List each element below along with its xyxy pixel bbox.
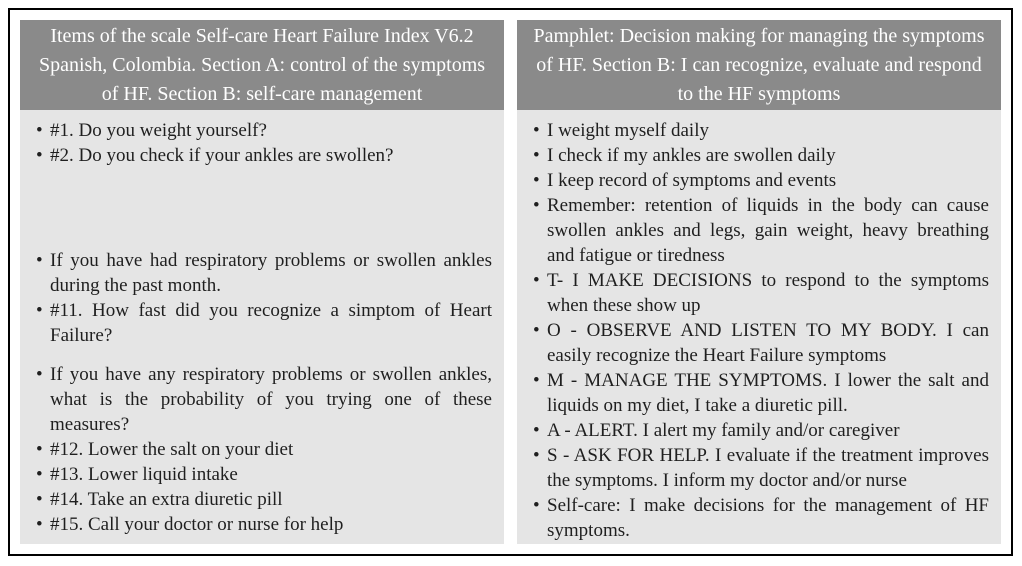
list-item: • T- I MAKE DECISIONS to respond to the symptoms when these show up	[533, 268, 989, 318]
list-item: • #11. How fast did you recognize a simptom of Heart Failure?	[36, 298, 492, 348]
pamphlet-header: Pamphlet: Decision making for managing the symptoms of HF. Section B: I can recognize, evaluate and respond to the HF symptoms	[517, 20, 1001, 110]
list-item: • S - ASK FOR HELP. I evaluate if the treatment improves the symptoms. I inform my doctor and/or nurse	[533, 443, 989, 493]
list-item: • #2. Do you check if your ankles are swollen?	[36, 143, 492, 168]
scale-items-body	[20, 110, 504, 544]
list-item: • Self-care: I make decisions for the management of HF symptoms.	[533, 493, 989, 543]
list-item: • #1. Do you weight yourself?	[36, 118, 492, 143]
figure-frame	[8, 8, 1013, 556]
list-item: • I check if my ankles are swollen daily	[533, 143, 989, 168]
list-item: • #14. Take an extra diuretic pill	[36, 487, 492, 512]
scale-items-header: Items of the scale Self-care Heart Failure Index V6.2 Spanish, Colombia. Section A: control of the symptoms of HF. Section B: self-care management	[20, 20, 504, 110]
list-item: • A - ALERT. I alert my family and/or caregiver	[533, 418, 989, 443]
list-item: • If you have any respiratory problems or swollen ankles, what is the probability of you trying one of these measures?	[36, 362, 492, 437]
pamphlet-list	[533, 118, 989, 543]
list-item: • O - OBSERVE AND LISTEN TO MY BODY. I can easily recognize the Heart Failure symptoms	[533, 318, 989, 368]
list-item: • I weight myself daily	[533, 118, 989, 143]
list-item: • I keep record of symptoms and events	[533, 168, 989, 193]
list-item: • If you have had respiratory problems or swollen ankles during the past month.	[36, 248, 492, 298]
scale-items-list	[36, 118, 492, 537]
scale-items-panel	[20, 20, 504, 544]
list-item: • #15. Call your doctor or nurse for help	[36, 512, 492, 537]
pamphlet-panel	[517, 20, 1001, 544]
list-item: • M - MANAGE THE SYMPTOMS. I lower the salt and liquids on my diet, I take a diuretic pill.	[533, 368, 989, 418]
pamphlet-body	[517, 110, 1001, 544]
list-item: • #13. Lower liquid intake	[36, 462, 492, 487]
list-item: • Remember: retention of liquids in the body can cause swollen ankles and legs, gain weight, heavy breathing and fatigue or tiredness	[533, 193, 989, 268]
list-item: • #12. Lower the salt on your diet	[36, 437, 492, 462]
